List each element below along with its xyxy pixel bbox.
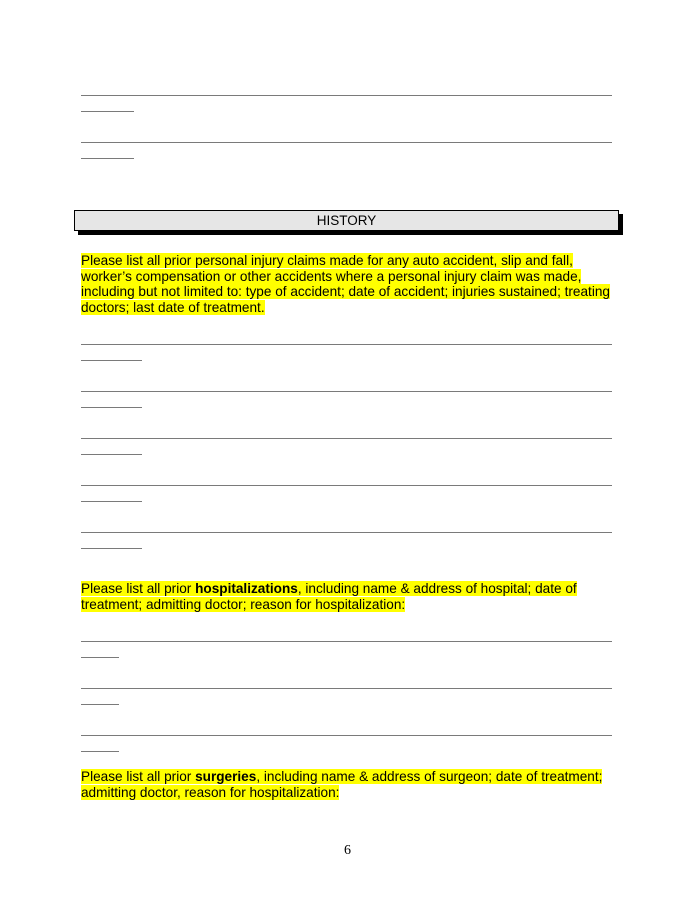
history-section-heading: [74, 210, 619, 231]
surgeries-prompt: [81, 769, 621, 800]
hospitalization-answer-line-2[interactable]: [81, 688, 612, 689]
injury-answer-line-4[interactable]: [81, 485, 612, 486]
injury-answer-line-3[interactable]: [81, 438, 612, 439]
answer-line-1[interactable]: [81, 95, 612, 96]
answer-line-2-continuation[interactable]: [81, 158, 134, 159]
hospitalizations-prompt-after: , including name & address of hospital; date of treatment; admitting doctor; reason for hospitalization:: [81, 581, 577, 612]
injury-answer-line-3-continuation[interactable]: [81, 454, 142, 455]
history-heading-text: HISTORY: [316, 213, 377, 228]
injury-answer-line-1-continuation[interactable]: [81, 360, 142, 361]
injury-answer-line-4-continuation[interactable]: [81, 501, 142, 502]
surgeries-prompt-after: , including name & address of surgeon; date of treatment; admitting doctor, reason for hospitalization:: [81, 769, 603, 800]
injury-claims-prompt-text: Please list all prior personal injury claims made for any auto accident, slip and fall, worker’s compensation or other accidents where a personal injury claim was made, including but not limited to: type of accident; date of accident; injuries sustained; treating doctors; last date of treatment.: [81, 253, 610, 315]
surgeries-prompt-before: Please list all prior: [81, 769, 196, 784]
hospitalizations-prompt-before: Please list all prior: [81, 581, 196, 596]
surgeries-prompt-bold: surgeries: [195, 769, 257, 784]
hospitalization-answer-line-3[interactable]: [81, 735, 612, 736]
page-number: 6: [344, 843, 351, 858]
hospitalization-answer-line-2-continuation[interactable]: [81, 704, 119, 705]
injury-answer-line-2-continuation[interactable]: [81, 407, 142, 408]
injury-answer-line-5-continuation[interactable]: [81, 548, 142, 549]
hospitalization-answer-line-1-continuation[interactable]: [81, 657, 119, 658]
injury-answer-line-2[interactable]: [81, 391, 612, 392]
answer-line-1-continuation[interactable]: [81, 111, 134, 112]
injury-claims-prompt: [81, 253, 621, 315]
hospitalizations-prompt: [81, 581, 621, 612]
hospitalization-answer-line-1[interactable]: [81, 641, 612, 642]
hospitalizations-prompt-bold: hospitalizations: [195, 581, 298, 596]
injury-answer-line-1[interactable]: [81, 344, 612, 345]
hospitalization-answer-line-3-continuation[interactable]: [81, 751, 119, 752]
answer-line-2[interactable]: [81, 142, 612, 143]
injury-answer-line-5[interactable]: [81, 532, 612, 533]
